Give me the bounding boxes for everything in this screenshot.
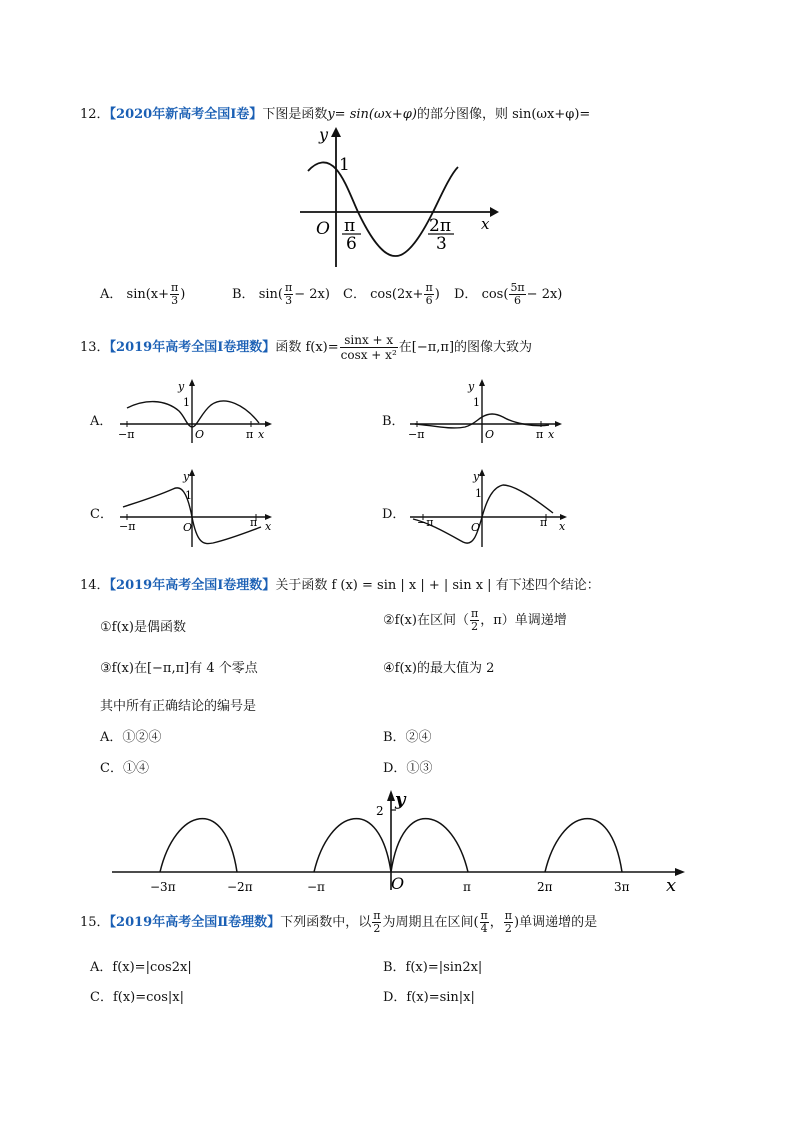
- q13-number: 13．: [80, 340, 110, 355]
- q13-b-one-label: 1: [473, 396, 480, 409]
- q15-option-c[interactable]: C．f(x)=cos|x|: [90, 990, 184, 1005]
- q15-option-a[interactable]: A．f(x)=|cos2x|: [90, 960, 192, 975]
- q12-a-den: 3: [171, 294, 179, 307]
- q15-i1-den: 4: [480, 922, 488, 935]
- q13-a-origin-label: O: [195, 428, 205, 441]
- q13-option-b[interactable]: B．: [382, 414, 405, 429]
- q15-i1-num: π: [480, 909, 488, 922]
- q14-origin-label: O: [391, 874, 405, 893]
- q13-a-pi-label: π: [246, 428, 254, 441]
- q12-pi-label: π: [344, 216, 356, 236]
- q12-x-label: x: [481, 215, 490, 233]
- q12-three-label: 3: [436, 234, 447, 254]
- q15-i2-den: 2: [504, 922, 512, 935]
- q12-origin-label: O: [316, 219, 330, 239]
- q13-b-origin-label: O: [485, 428, 495, 441]
- q15-interval-left: [480, 910, 489, 935]
- q15-p-den: 2: [373, 922, 381, 935]
- q13-c-x-label: x: [265, 520, 272, 533]
- q12-number: 12．: [80, 107, 110, 122]
- q13-graph-c: [115, 465, 275, 550]
- q14-s2-num: π: [470, 607, 479, 620]
- q12-c-label: C．: [343, 287, 366, 302]
- q12-b-den: 3: [285, 294, 293, 307]
- q13-a-one-label: 1: [183, 396, 190, 409]
- q12-one-label: 1: [339, 155, 350, 175]
- q15-interval-right: [504, 910, 513, 935]
- q14-y-label: y: [395, 789, 406, 810]
- q15-option-d[interactable]: D．f(x)=sin|x|: [383, 990, 475, 1005]
- q14-statement-4: ④f(x)的最大值为 2: [383, 661, 495, 676]
- q12-c-frac: [424, 282, 433, 307]
- q14-source: 【2019年高考全国Ⅰ卷理数】: [109, 578, 276, 593]
- q13-b-y-label: y: [468, 380, 475, 393]
- q13-d-pi-label: π: [540, 516, 548, 529]
- q13-source: 【2019年高考全国Ⅰ卷理数】: [109, 340, 276, 355]
- q12-option-d[interactable]: [454, 282, 562, 307]
- q12-two-pi-label: 2π: [429, 216, 451, 236]
- q14-statement-3: ③f(x)在[−π,π]有 4 个零点: [100, 661, 258, 676]
- q14-statement-1: ①f(x)是偶函数: [100, 620, 186, 635]
- q14-s2-post: ，π）单调递增: [480, 613, 567, 628]
- q12-source: 【2020年新高考全国Ⅰ卷】: [109, 107, 263, 122]
- q14-tick-neg2pi: −2π: [227, 880, 253, 894]
- q12-b-num: π: [284, 281, 293, 294]
- q13-c-negpi-label: −π: [119, 520, 136, 533]
- q13-c-one-label: 1: [185, 489, 192, 502]
- q13-d-y-label: y: [473, 470, 480, 483]
- q14-graph: [110, 785, 690, 895]
- q15-stem: [80, 910, 597, 935]
- q14-s2-frac: [470, 608, 479, 633]
- q12-option-b[interactable]: [232, 282, 330, 307]
- q13-b-pi-label: π: [536, 428, 544, 441]
- q12-graph: [295, 125, 500, 270]
- q12-d-num: 5π: [510, 281, 525, 294]
- q12-stem-b: 的部分图像，则 sin(ωx+φ)=: [416, 107, 591, 122]
- q12-six-label: 6: [346, 234, 357, 254]
- q13-frac: [340, 333, 398, 362]
- q14-tick-2pi: 2π: [537, 880, 553, 894]
- q13-a-negpi-label: −π: [118, 428, 135, 441]
- q12-a-num: π: [171, 281, 179, 294]
- q14-option-c[interactable]: C．①④: [100, 761, 149, 776]
- q12-a-label: A．: [100, 287, 123, 302]
- q14-stem: [80, 574, 600, 593]
- q12-b-frac: [284, 282, 293, 307]
- q13-option-a[interactable]: A．: [90, 414, 113, 429]
- q13-stem-b: 在[−π,π]的图像大致为: [398, 340, 533, 355]
- q13-option-d[interactable]: D．: [382, 507, 406, 522]
- q13-a-x-label: x: [258, 428, 265, 441]
- q12-stem: [80, 103, 590, 122]
- q13-graph-d: [405, 465, 570, 550]
- q15-i2-num: π: [504, 909, 512, 922]
- q12-c-post: ): [434, 287, 440, 302]
- q15-p-num: π: [373, 909, 381, 922]
- q14-two-label: 2: [376, 804, 384, 818]
- q14-question: 其中所有正确结论的编号是: [100, 699, 257, 714]
- q12-y-label: y: [319, 125, 329, 144]
- q14-number: 14．: [80, 578, 110, 593]
- q12-b-label: B．: [232, 287, 255, 302]
- q12-d-post: − 2x): [526, 287, 563, 302]
- q15-stem-b: 为周期且在区间(: [382, 915, 479, 930]
- q13-b-negpi-label: −π: [408, 428, 425, 441]
- q13-b-x-label: x: [548, 428, 555, 441]
- q12-c-den: 6: [425, 294, 433, 307]
- q12-d-label: D．: [454, 287, 478, 302]
- q14-s2-pre: ②f(x)在区间（: [383, 613, 469, 628]
- q13-frac-den: cosx + x²: [340, 348, 397, 362]
- q15-stem-c: )单调递增的是: [514, 915, 598, 930]
- q14-option-b[interactable]: B．②④: [383, 730, 432, 745]
- q14-tick-pi: π: [463, 880, 471, 894]
- q13-stem-a: 函数 f(x)=: [275, 340, 339, 355]
- q14-statement-2: [383, 608, 567, 633]
- q13-frac-num: sinx + x: [340, 333, 398, 348]
- q14-tick-3pi: 3π: [614, 880, 630, 894]
- q12-a-frac: [170, 282, 179, 307]
- q13-a-y-label: y: [178, 380, 185, 393]
- q12-option-a[interactable]: [100, 282, 185, 307]
- q12-b-pre: sin(: [258, 287, 283, 302]
- q13-d-x-label: x: [559, 520, 566, 533]
- q12-d-den: 6: [514, 294, 522, 307]
- q14-tick-neg3pi: −3π: [150, 880, 176, 894]
- q15-period-frac: [372, 910, 381, 935]
- q13-c-y-label: y: [183, 470, 190, 483]
- q12-option-c[interactable]: [343, 282, 440, 307]
- q13-c-origin-label: O: [183, 521, 193, 534]
- q14-stem-text: 关于函数 f (x) = sin | x | + | sin x | 有下述四个结论：: [275, 578, 600, 593]
- q15-sep: ，: [489, 915, 503, 930]
- q13-graph-b: [405, 375, 565, 445]
- q15-number: 15．: [80, 915, 110, 930]
- q13-stem: [80, 333, 532, 362]
- q12-d-pre: cos(: [481, 287, 509, 302]
- q15-stem-a: 下列函数中，以: [280, 915, 372, 930]
- q13-d-negpi-label: −π: [417, 516, 434, 529]
- q12-stem-a: 下图是函数: [262, 107, 328, 122]
- q13-option-c[interactable]: C．: [90, 507, 113, 522]
- q14-option-d[interactable]: D．①③: [383, 761, 433, 776]
- q12-a-post: ): [180, 287, 186, 302]
- q14-x-label: x: [666, 875, 677, 895]
- q13-c-pi-label: π: [250, 516, 258, 529]
- q12-d-frac: [509, 282, 525, 307]
- q15-source: 【2019年高考全国Ⅱ卷理数】: [109, 915, 281, 930]
- q15-option-b[interactable]: B．f(x)=|sin2x|: [383, 960, 483, 975]
- q13-graph-a: [115, 375, 275, 445]
- q12-a-pre: sin(x+: [126, 287, 170, 302]
- q14-s2-den: 2: [471, 620, 479, 633]
- q13-d-one-label: 1: [475, 487, 482, 500]
- q14-tick-negpi: −π: [307, 880, 325, 894]
- q12-b-post: − 2x): [294, 287, 330, 302]
- q13-d-origin-label: O: [471, 521, 481, 534]
- q12-c-pre: cos(2x+: [370, 287, 424, 302]
- q12-stem-func: y= sin(ωx+φ): [327, 107, 417, 122]
- q12-c-num: π: [425, 281, 433, 294]
- q14-option-a[interactable]: A．①②④: [100, 730, 162, 745]
